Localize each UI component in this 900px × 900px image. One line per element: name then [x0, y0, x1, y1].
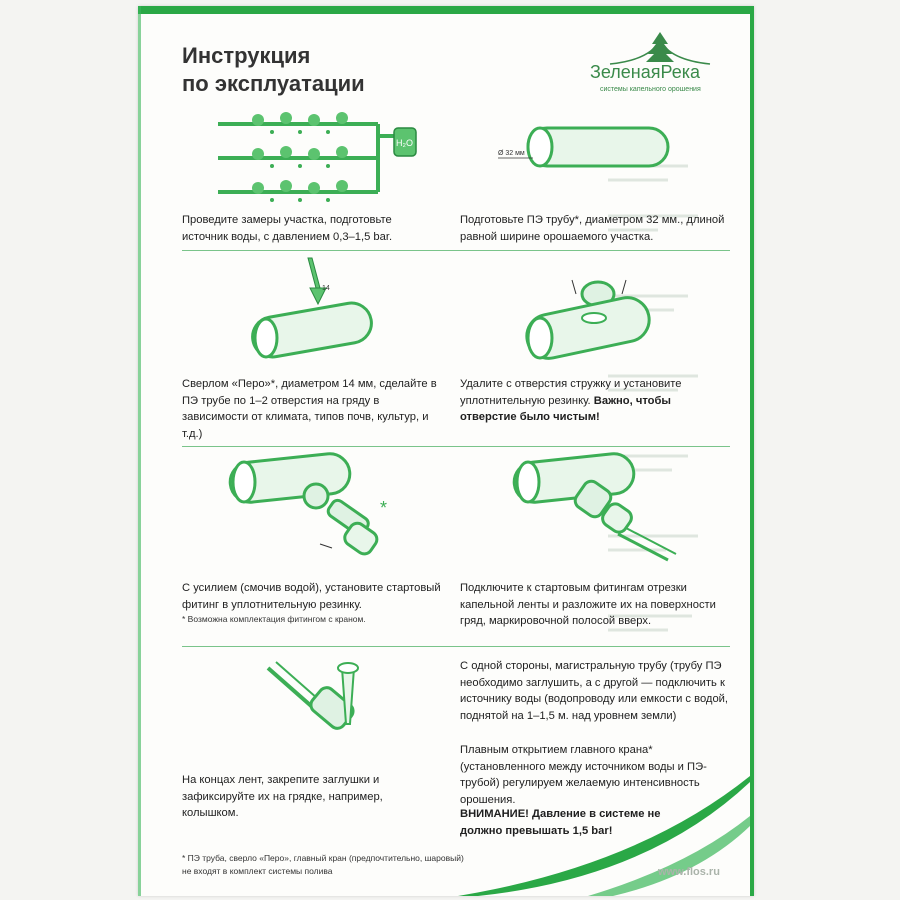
step-3-text: Сверлом «Перо»*, диаметром 14 мм, сделайте в ПЭ трубе по 1–2 отверстия на гряду в зависимости от климата, типов почв, культур, и т.д.) [182, 378, 437, 440]
right-green-bar [750, 6, 754, 896]
logo-subtitle: системы капельного орошения [600, 86, 701, 93]
title-line-2: по эксплуатации [182, 71, 365, 96]
step-4-text-main: Удалите с отверстия стружку и установите уплотнительную резинку. [460, 378, 682, 407]
drip-tape-connect-illustration [508, 452, 708, 562]
end-plug-illustration [258, 654, 378, 744]
page-title [182, 42, 365, 98]
drill-illustration [248, 258, 388, 368]
logo-name: ЗеленаяРека [590, 62, 701, 82]
step-1-text: Проведите замеры участка, подготовьте источник воды, с давлением 0,3–1,5 bar. [182, 214, 393, 243]
site-url[interactable]: www.flos.ru [658, 866, 720, 878]
brand-logo [590, 30, 740, 100]
step-5-note: * Возможна комплектация фитингом с краном. [182, 614, 366, 624]
step-4-text [460, 376, 730, 426]
h2o-label: H₂O [396, 138, 413, 148]
divider-2 [182, 446, 730, 447]
option-asterisk: * [380, 498, 388, 518]
divider-1 [182, 250, 730, 251]
step-7-text: На концах лент, закрепите заглушки и зафиксируйте их на грядке, например, колышком. [182, 774, 383, 819]
step-4-warning: Важно, чтобы отверстие было чистым! [460, 394, 671, 423]
step-2-text: Подготовьте ПЭ трубу*, диаметром 32 мм., длиной равной ширине орошаемого участка. [460, 214, 725, 243]
step-8-valve-text: Плавным открытием главного крана* (установленного между источником воды и ПЭ-трубой) регулируем желаемую интенсивность орошения. [460, 744, 707, 806]
top-green-bar [138, 6, 754, 14]
divider-3 [182, 646, 730, 647]
drill-size-label: 14 [322, 285, 330, 292]
left-edge-bar [138, 6, 141, 896]
drip-lines-illustration [208, 106, 418, 211]
grommet-illustration [518, 272, 668, 372]
pe-pipe-illustration [488, 118, 688, 178]
step-5-text: С усилием (смочив водой), установите стартовый фитинг в уплотнительную резинку. [182, 582, 441, 611]
instruction-page [138, 6, 754, 896]
footnote: * ПЭ труба, сверло «Перо», главный кран (предпочтительно, шаровый) не входят в комплект системы полива [182, 853, 464, 876]
start-fitting-illustration [220, 452, 430, 562]
step-6-text: Подключите к стартовым фитингам отрезки капельной ленты и разложите их на поверхности гряд, маркировочной полосой вверх. [460, 582, 716, 627]
title-line-1: Инструкция [182, 43, 311, 68]
step-8-text: С одной стороны, магистральную трубу (трубу ПЭ необходимо заглушить, а с другой — подключить к источнику воды (водопроводу или емкости с водой, поднятой на 1–1,5 м. над уровнем земли) [460, 660, 729, 722]
diameter-label: Ø 32 мм [498, 150, 525, 157]
pressure-warning: ВНИМАНИЕ! Давление в системе не должно превышать 1,5 bar! [460, 808, 661, 837]
